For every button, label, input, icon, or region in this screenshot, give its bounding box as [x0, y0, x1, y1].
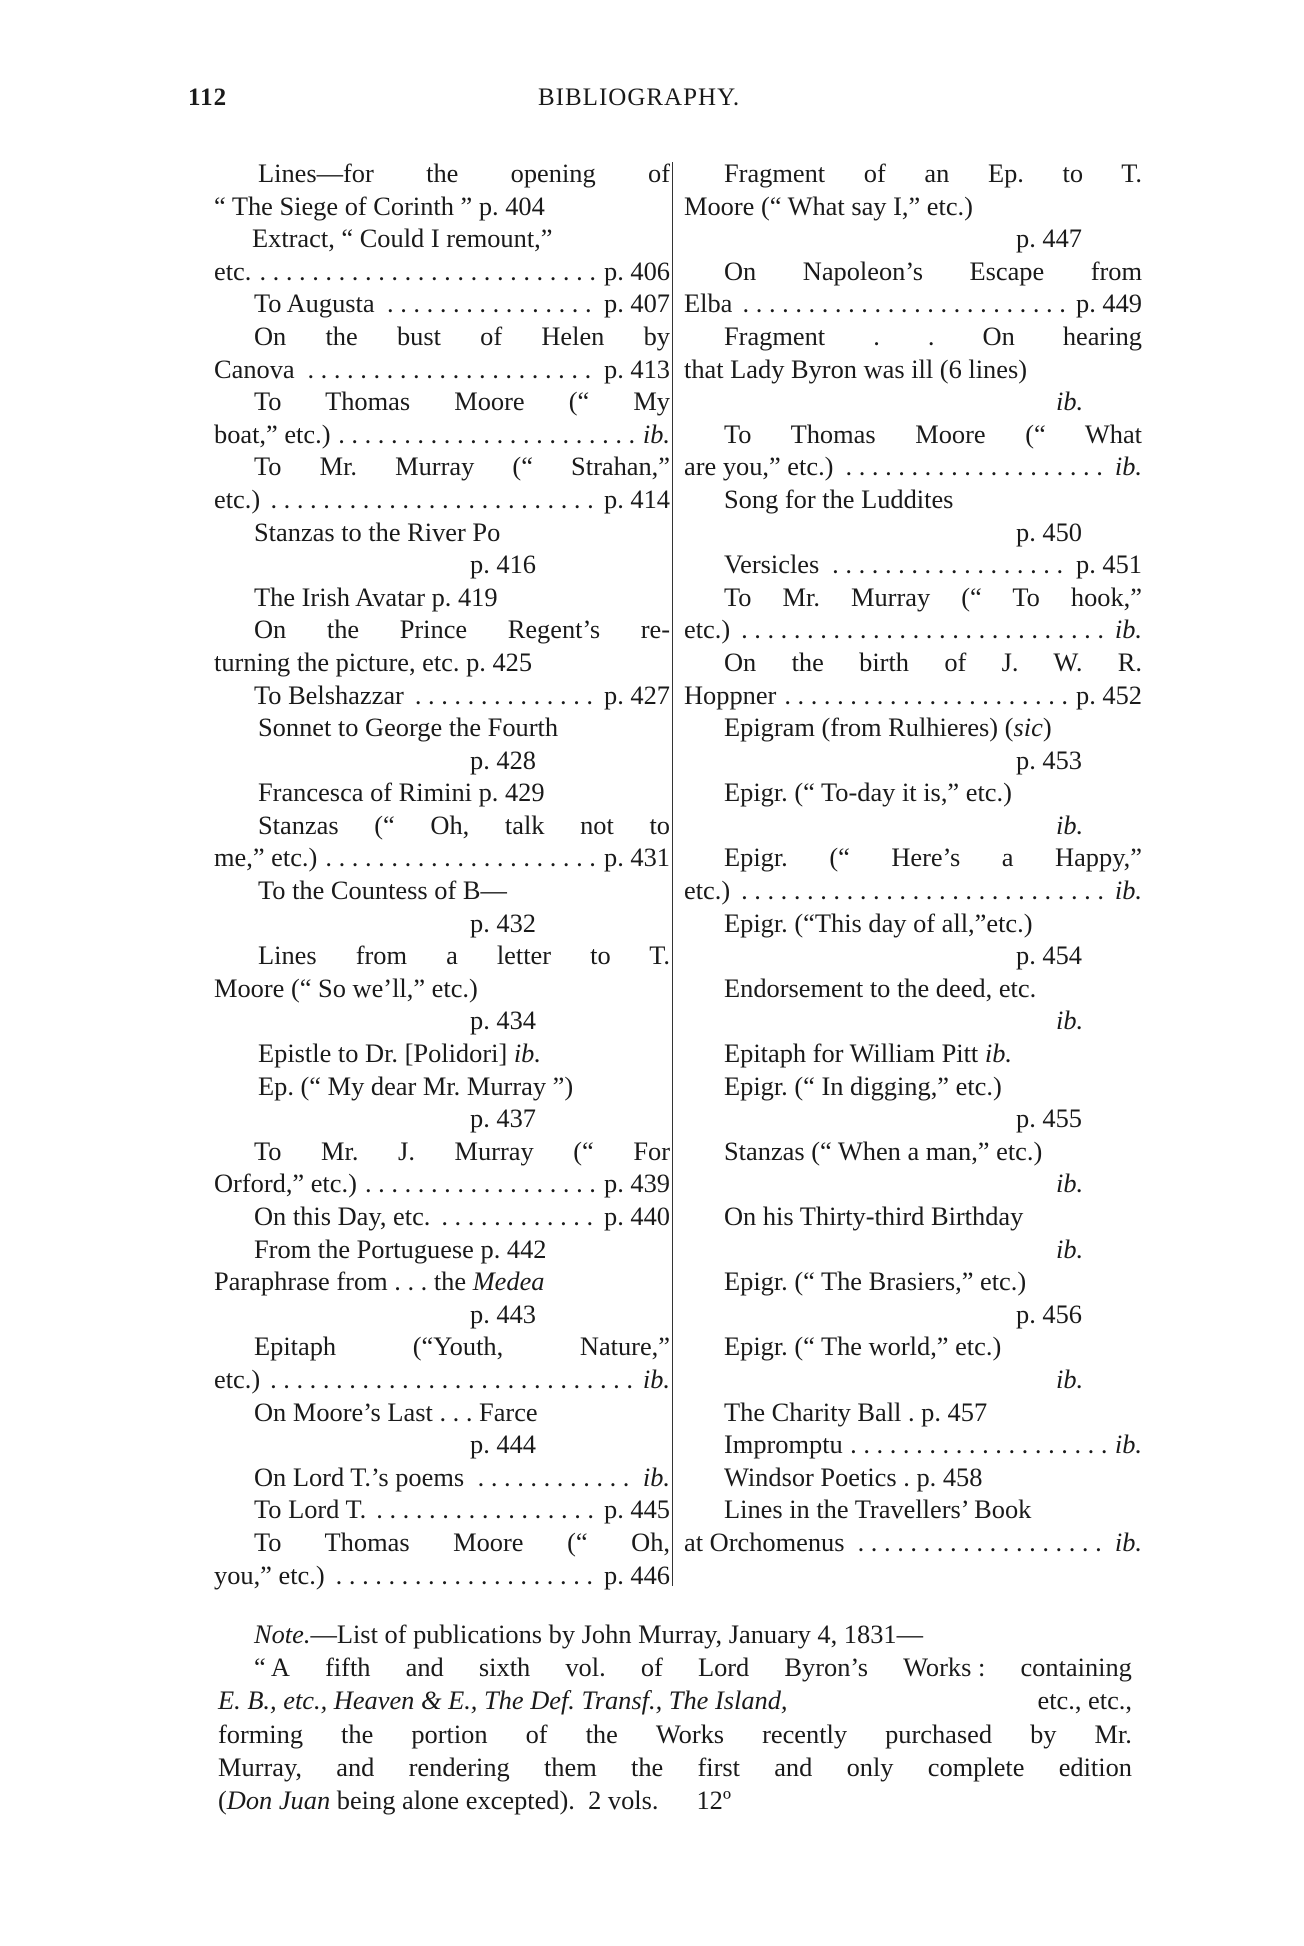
index-entry-line	[214, 1135, 670, 1168]
index-entry-line	[214, 320, 670, 353]
text-span: —List of publications by John Murray, January 4, 1831—	[310, 1619, 923, 1649]
index-entry-line	[684, 1167, 1142, 1200]
index-entry-line	[214, 841, 670, 874]
text-span: p. 451	[1076, 549, 1142, 580]
index-entry-line	[214, 157, 670, 190]
page-number: 112	[188, 84, 228, 111]
index-entry-line	[214, 776, 670, 809]
leader-dots: . . . . . . . . . . . .	[441, 1201, 594, 1231]
text-span: etc.	[214, 255, 252, 286]
index-entry-line	[684, 222, 1142, 255]
text-span: and	[405, 1652, 444, 1683]
index-entry-line	[684, 1493, 1142, 1526]
index-entry-line	[214, 1233, 670, 1266]
text-span: The Irish Avatar p. 419	[254, 581, 498, 612]
text-span: Sonnet to George the Fourth	[258, 712, 559, 743]
text-span: p. 406	[604, 255, 670, 286]
index-entry-line	[684, 418, 1142, 451]
text-span: by	[1030, 1718, 1057, 1749]
text-span: To Mr. Murray (“ To hook,”	[724, 581, 1142, 612]
index-entry-line	[214, 1428, 670, 1461]
text-span: Paraphrase from . . . the	[214, 1266, 473, 1297]
note-line	[218, 1718, 1132, 1751]
text-span: purchased	[885, 1718, 993, 1749]
index-entry-line	[684, 711, 1142, 744]
text-span: ib.	[1056, 1168, 1084, 1199]
text-span: p. 446	[604, 1559, 670, 1590]
text-span: fifth	[325, 1652, 371, 1683]
text-span: etc.)	[684, 614, 731, 645]
text-span: p. 439	[604, 1168, 670, 1199]
text-span: On the Prince Regent’s re-	[254, 614, 670, 645]
text-span: p. 450	[1016, 516, 1082, 547]
text-span: are you,” etc.)	[684, 451, 834, 482]
index-entry-line	[684, 939, 1142, 972]
left-column	[214, 157, 670, 1591]
leader-dots: . . . . . . . . . . . . . . . . . .	[832, 549, 1064, 580]
text-span: ib.	[1056, 386, 1084, 417]
text-span: To Thomas Moore (“ Oh,	[254, 1526, 670, 1557]
text-span: Song for the Luddites	[724, 483, 954, 514]
leader-dots: . . . . . . . . . . . . . . . . . . .	[857, 1526, 1102, 1557]
index-entry-line	[684, 320, 1142, 353]
text-span: Epitaph for William Pitt	[724, 1038, 985, 1069]
text-span: portion	[411, 1718, 488, 1749]
text-span: Hoppner	[684, 679, 777, 710]
index-entry-line	[684, 353, 1142, 386]
text-span: vol.	[565, 1652, 606, 1683]
text-span: that Lady Byron was ill (6 lines)	[684, 353, 1028, 384]
text-span: Epitaph (“Youth, Nature,”	[254, 1331, 670, 1362]
text-span: Impromptu	[724, 1429, 843, 1460]
text-span: To Mr. Murray (“ Strahan,”	[254, 451, 670, 482]
text-span: p. 443	[470, 1298, 536, 1329]
text-span: Epigr. (“This day of all,”etc.)	[724, 907, 1033, 938]
text-span: )	[1042, 712, 1052, 743]
text-span: From the Portuguese p. 442	[254, 1233, 547, 1264]
index-entry-line	[684, 1363, 1142, 1396]
text-span: ib.	[984, 1038, 1013, 1069]
index-entry-line	[214, 1363, 670, 1396]
text-span: “ A	[254, 1652, 290, 1683]
leader-dots: . . . . . . . . . . . . . . . . . . . . .	[325, 842, 596, 873]
index-entry-line	[214, 548, 670, 581]
text-span: To Thomas Moore (“ My	[254, 386, 670, 417]
text-span: ib.	[642, 418, 670, 449]
text-span: Epigr. (“ To-day it is,” etc.)	[724, 777, 1012, 808]
text-span: the	[341, 1718, 374, 1749]
text-span: Epigr. (“ The Brasiers,” etc.)	[724, 1266, 1027, 1297]
text-span: p. 432	[470, 907, 536, 938]
text-span: ib.	[642, 1461, 670, 1492]
text-span: Don Juan	[226, 1784, 331, 1815]
text-span: Works	[655, 1718, 725, 1749]
index-entry-line	[684, 190, 1142, 223]
text-span: p. 413	[604, 353, 670, 384]
index-entry-line	[684, 157, 1142, 190]
index-entry-line	[214, 1396, 670, 1429]
index-entry-line	[684, 1461, 1142, 1494]
text-span: Lord	[697, 1652, 750, 1683]
text-span: 12º	[696, 1784, 732, 1815]
text-span: of	[525, 1718, 548, 1749]
index-entry-line	[684, 385, 1142, 418]
note-line	[218, 1618, 1132, 1651]
index-entry-line	[214, 711, 670, 744]
right-column	[684, 157, 1142, 1559]
text-span: etc.)	[214, 483, 261, 514]
index-entry-line	[214, 190, 670, 223]
index-entry-line	[214, 385, 670, 418]
index-entry-line	[684, 1233, 1142, 1266]
text-span: ib.	[642, 1363, 670, 1394]
text-span: Epigr. (“ Here’s a Happy,”	[724, 842, 1142, 873]
page-header	[188, 84, 1088, 124]
index-entry-line	[684, 646, 1142, 679]
index-entry-line	[214, 1167, 670, 1200]
leader-dots: . . . . . . . . . . . . . .	[414, 679, 593, 710]
leader-dots: . . . . . . . . . . . . . . . . . . . . . . . . . . . .	[741, 614, 1104, 645]
leader-dots: . . . . . . . . . . . . . . . . . . . .	[845, 451, 1103, 482]
text-span: Windsor Poetics . p. 458	[724, 1461, 983, 1492]
text-span: Works :	[903, 1652, 986, 1683]
text-span: ib.	[1056, 1363, 1084, 1394]
index-entry-line	[684, 1298, 1142, 1331]
text-span: Epigr. (“ The world,” etc.)	[724, 1331, 1002, 1362]
note-paragraph	[218, 1618, 1132, 1817]
index-entry-line	[684, 548, 1142, 581]
index-entry-line	[214, 287, 670, 320]
leader-dots: . . . . . . . . . . . . . . . . . . . . . . .	[338, 418, 636, 449]
text-span: On Moore’s Last . . . Farce	[254, 1396, 538, 1427]
text-span: p. 434	[470, 1005, 536, 1036]
index-entry-line	[214, 809, 670, 842]
text-span: Lines from a letter to T.	[258, 940, 670, 971]
text-span: the	[585, 1718, 618, 1749]
index-entry-line	[214, 1493, 670, 1526]
index-entry-line	[684, 679, 1142, 712]
text-span: Mr.	[1094, 1718, 1132, 1749]
index-entry-line	[684, 1526, 1142, 1559]
text-span: forming	[218, 1718, 304, 1749]
index-entry-line	[684, 1200, 1142, 1233]
text-span: Epigr. (“ In digging,” etc.)	[724, 1070, 1002, 1101]
index-entry-line	[214, 1265, 670, 1298]
text-span: Lines in the Travellers’ Book	[724, 1494, 1032, 1525]
text-span: being alone excepted).	[330, 1784, 589, 1815]
text-span: Orford,” etc.)	[214, 1168, 357, 1199]
text-span: boat,” etc.)	[214, 418, 331, 449]
text-span: p. 437	[470, 1103, 536, 1134]
leader-dots: . . . . . . . . . . . .	[477, 1461, 630, 1492]
text-span: On his Thirty-third Birthday	[724, 1201, 1024, 1231]
index-entry-line	[684, 776, 1142, 809]
text-span: etc.)	[214, 1363, 261, 1394]
index-entry-line	[684, 613, 1142, 646]
text-span: Endorsement to the deed, etc.	[724, 972, 1037, 1003]
leader-dots: . . . . . . . . . . . . . . . . . .	[364, 1168, 596, 1199]
text-span: ib.	[1114, 614, 1142, 645]
note-line	[218, 1651, 1132, 1684]
index-entry-line	[214, 222, 670, 255]
text-span: Fragment of an Ep. to T.	[724, 158, 1142, 188]
spacer	[658, 1784, 696, 1817]
index-entry-line	[684, 841, 1142, 874]
index-entry-line	[684, 809, 1142, 842]
text-span: containing	[1020, 1652, 1132, 1683]
index-entry-line	[684, 1102, 1142, 1135]
index-entry-line	[214, 646, 670, 679]
text-span: Moore (“ So we’ll,” etc.)	[214, 972, 478, 1003]
text-span: Stanzas (“ Oh, talk not to	[258, 809, 670, 840]
index-entry-line	[684, 907, 1142, 940]
text-span: E. B., etc., Heaven & E., The Def. Transf., The Island,	[218, 1685, 788, 1716]
index-entry-line	[214, 972, 670, 1005]
text-span: p. 456	[1016, 1298, 1082, 1329]
leader-dots: . . . . . . . . . . . . . . . . .	[376, 1494, 594, 1525]
index-entry-line	[684, 1396, 1142, 1429]
text-span: recently	[762, 1718, 848, 1749]
index-entry-line	[214, 1461, 670, 1494]
text-span: ib.	[1114, 1526, 1142, 1557]
index-entry-line	[214, 939, 670, 972]
text-span: p. 444	[470, 1429, 536, 1460]
text-span: 2 vols.	[588, 1784, 659, 1815]
text-span: p. 440	[604, 1201, 670, 1231]
text-span: p. 427	[604, 679, 670, 710]
text-span: Ep. (“ My dear Mr. Murray ”)	[258, 1070, 574, 1101]
text-span: To Mr. J. Murray (“ For	[254, 1135, 670, 1166]
text-span: Epistle to Dr. [Polidori]	[258, 1038, 514, 1069]
text-span: Francesca of Rimini p. 429	[258, 777, 545, 808]
text-span: To the Countess of B—	[258, 875, 507, 906]
index-entry-line	[214, 450, 670, 483]
note-line	[218, 1751, 1132, 1784]
text-span: (	[218, 1784, 227, 1815]
text-span: p. 454	[1016, 940, 1082, 971]
text-span: etc., etc.,	[1030, 1685, 1132, 1716]
text-span: Versicles	[724, 549, 820, 580]
index-entry-line	[684, 744, 1142, 777]
index-entry-line	[684, 1070, 1142, 1103]
text-span: p. 447	[1016, 223, 1082, 254]
leader-dots: . . . . . . . . . . . . . . . .	[387, 288, 592, 319]
text-span: p. 445	[604, 1494, 670, 1525]
text-span: turning the picture, etc. p. 425	[214, 646, 533, 677]
index-entry-line	[684, 1004, 1142, 1037]
index-entry-line	[684, 287, 1142, 320]
text-span: of	[640, 1652, 663, 1683]
index-entry-line	[684, 483, 1142, 516]
leader-dots: . . . . . . . . . . . . . . . . . . . . . . . . . .	[259, 255, 596, 286]
index-entry-line	[214, 1200, 670, 1233]
text-span: etc.)	[684, 875, 731, 906]
text-span: p. 453	[1016, 744, 1082, 775]
leader-dots: . . . . . . . . . . . . . . . . . . . . . . . . . . . .	[741, 875, 1104, 906]
text-span: p. 455	[1016, 1103, 1082, 1134]
text-span: “ The Siege of Corinth ” p. 404	[214, 190, 545, 221]
index-entry-line	[214, 907, 670, 940]
text-span: p. 428	[470, 744, 536, 775]
text-span: Stanzas to the River Po	[254, 516, 501, 547]
index-entry-line	[214, 581, 670, 614]
text-span: at Orchomenus	[684, 1526, 845, 1557]
leader-dots: . . . . . . . . . . . . . . . . . . . .	[850, 1429, 1108, 1460]
text-span: me,” etc.)	[214, 842, 318, 873]
text-span: Elba	[684, 288, 733, 319]
running-title: BIBLIOGRAPHY.	[538, 84, 741, 111]
text-span: Murray, and rendering them the first and only complete edition	[218, 1751, 1132, 1782]
text-span: To Augusta	[254, 288, 375, 319]
text-span: ib.	[1056, 1005, 1084, 1036]
text-span: you,” etc.)	[214, 1559, 325, 1590]
index-entry-line	[214, 255, 670, 288]
index-entry-line	[214, 1004, 670, 1037]
index-entry-line	[214, 744, 670, 777]
text-span: p. 407	[604, 288, 670, 319]
index-entry-line	[214, 679, 670, 712]
text-span: p. 452	[1076, 679, 1142, 710]
text-span: Epigram (from Rulhieres) (	[724, 712, 1014, 743]
leader-dots: . . . . . . . . . . . . . . . . . . . . . . . . .	[270, 483, 594, 514]
index-entry-line	[684, 255, 1142, 288]
text-span: To Thomas Moore (“ What	[724, 418, 1142, 449]
index-entry-line	[684, 1135, 1142, 1168]
index-entry-line	[684, 1330, 1142, 1363]
index-entry-line	[684, 1428, 1142, 1461]
text-span: On Lord T.’s poems	[254, 1461, 465, 1492]
note-line	[218, 1684, 1132, 1717]
leader-dots: . . . . . . . . . . . . . . . . . . . . . . . . . . . .	[270, 1363, 633, 1394]
index-entry-line	[214, 1330, 670, 1363]
text-span: sixth	[478, 1652, 531, 1683]
text-span: On the bust of Helen by	[254, 320, 670, 351]
text-span: ib.	[1114, 1429, 1142, 1460]
index-entry-line	[214, 1526, 670, 1559]
index-entry-line	[214, 874, 670, 907]
text-span: Note.	[254, 1619, 311, 1649]
text-span: To Lord T.	[254, 1494, 367, 1525]
text-span: p. 414	[604, 483, 670, 514]
index-entry-line	[684, 972, 1142, 1005]
index-entry-line	[214, 516, 670, 549]
index-entry-line	[214, 1070, 670, 1103]
text-span: sic	[1013, 712, 1043, 743]
index-entry-line	[214, 1037, 670, 1070]
index-entry-line	[214, 1559, 670, 1592]
text-span: Fragment . . On hearing	[724, 320, 1142, 351]
index-entry-line	[214, 1298, 670, 1331]
text-span: p. 416	[470, 549, 536, 580]
text-span: On this Day, etc.	[254, 1201, 431, 1231]
text-span: ib.	[1114, 875, 1142, 906]
text-span: Canova	[214, 353, 295, 384]
index-entry-line	[684, 1037, 1142, 1070]
text-span: ib.	[513, 1038, 541, 1069]
text-span: The Charity Ball . p. 457	[724, 1396, 988, 1427]
text-span: Moore (“ What say I,” etc.)	[684, 190, 973, 221]
leader-dots: . . . . . . . . . . . . . . . . . . . . . .	[307, 353, 592, 384]
text-span: Byron’s	[784, 1652, 868, 1683]
leader-dots: . . . . . . . . . . . . . . . . . . . .	[335, 1559, 593, 1590]
index-entry-line	[684, 450, 1142, 483]
index-entry-line	[214, 483, 670, 516]
leader-dots: . . . . . . . . . . . . . . . . . . . . . .	[784, 679, 1069, 710]
index-entry-line	[214, 418, 670, 451]
index-entry-line	[684, 516, 1142, 549]
text-span: p. 431	[604, 842, 670, 873]
index-entry-line	[684, 1265, 1142, 1298]
index-entry-line	[214, 1102, 670, 1135]
index-entry-line	[214, 353, 670, 386]
text-span: On the birth of J. W. R.	[724, 646, 1142, 677]
text-span: Stanzas (“ When a man,” etc.)	[724, 1135, 1043, 1166]
index-entry-line	[684, 581, 1142, 614]
column-divider	[672, 162, 673, 1586]
text-span: Medea	[472, 1266, 545, 1297]
text-span: ib.	[1114, 451, 1142, 482]
text-span: p. 449	[1076, 288, 1142, 319]
text-span: Lines—for the opening of	[258, 158, 670, 188]
index-entry-line	[684, 874, 1142, 907]
index-entry-line	[214, 613, 670, 646]
text-span: To Belshazzar	[254, 679, 404, 710]
text-span: ib.	[1056, 1233, 1084, 1264]
note-line	[218, 1784, 1132, 1817]
leader-dots: . . . . . . . . . . . . . . . . . . . . . . . . .	[742, 288, 1066, 319]
text-span: ib.	[1056, 809, 1084, 840]
text-span: On Napoleon’s Escape from	[724, 255, 1142, 286]
text-span: Extract, “ Could I remount,”	[252, 223, 553, 254]
